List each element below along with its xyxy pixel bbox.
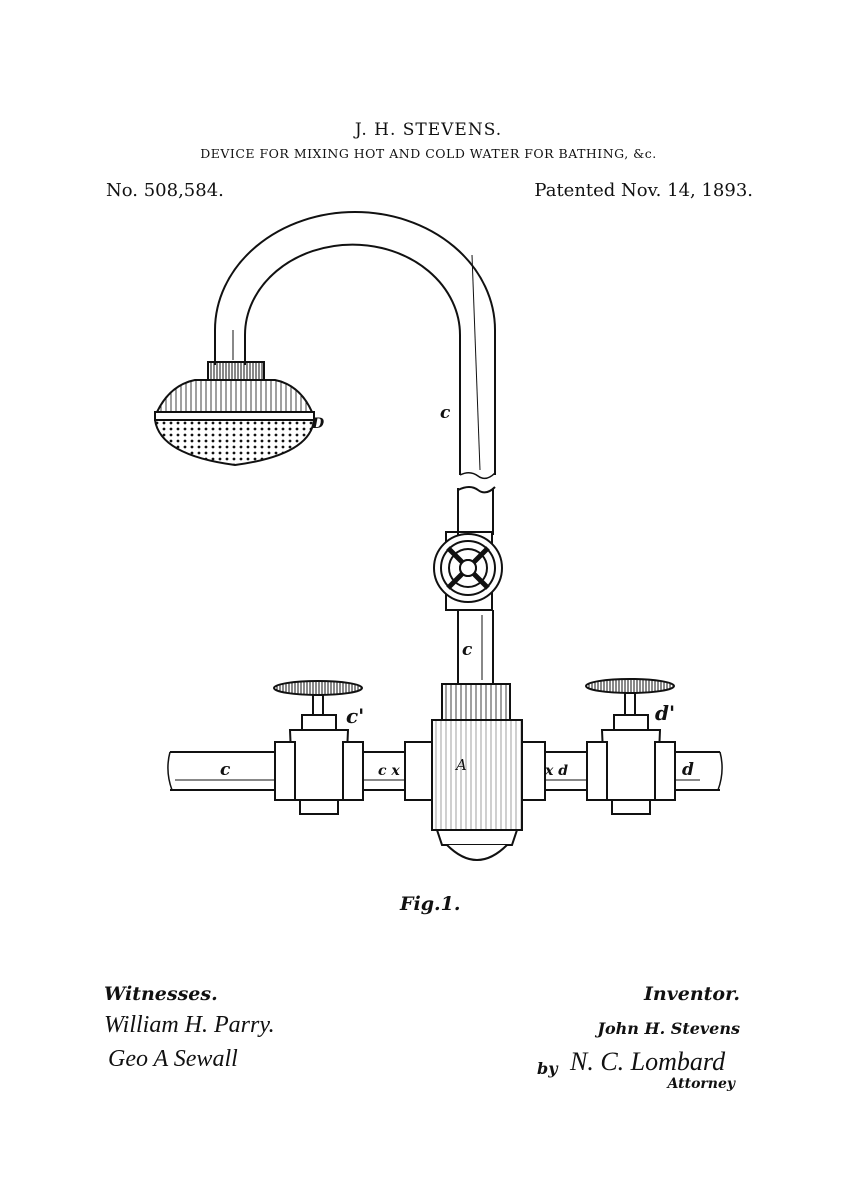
label-shower-head: D: [312, 416, 325, 432]
right-valve: [586, 679, 675, 814]
left-valve: [274, 681, 363, 814]
patent-title: DEVICE FOR MIXING HOT AND COLD WATER FOR BATHING, &c.: [200, 146, 657, 161]
mixer-body: [432, 684, 522, 860]
attorney-label: Attorney: [667, 1076, 735, 1092]
label-riser: c: [462, 640, 473, 660]
inventor-heading: Inventor.: [644, 983, 740, 1005]
witness-signature-1: William H. Parry.: [104, 1012, 275, 1038]
patent-number: No. 508,584.: [106, 180, 224, 201]
label-left-coupling: c x: [378, 763, 400, 779]
label-gooseneck: c: [440, 403, 451, 423]
label-left-valve: c': [346, 704, 365, 728]
label-right-coupling: x d: [545, 763, 569, 779]
attorney-signature: N. C. Lombard: [570, 1047, 726, 1076]
shower-head: [155, 362, 314, 465]
witness-signature-2: Geo A Sewall: [108, 1046, 238, 1072]
patent-date: Patented Nov. 14, 1893.: [534, 180, 753, 201]
by-label: by: [537, 1059, 558, 1078]
figure-caption: Fig.1.: [400, 893, 461, 915]
label-right-valve: d': [655, 701, 676, 725]
label-right-pipe: d: [682, 760, 694, 780]
label-mixer: A: [456, 756, 467, 774]
shutoff-valve-wheel: [434, 534, 502, 602]
inventor-header: J. H. STEVENS.: [354, 120, 503, 140]
witnesses-heading: Witnesses.: [104, 983, 218, 1005]
inventor-name: John H. Stevens: [597, 1019, 740, 1038]
left-coupling: [405, 742, 435, 800]
label-left-pipe: c: [220, 760, 231, 780]
